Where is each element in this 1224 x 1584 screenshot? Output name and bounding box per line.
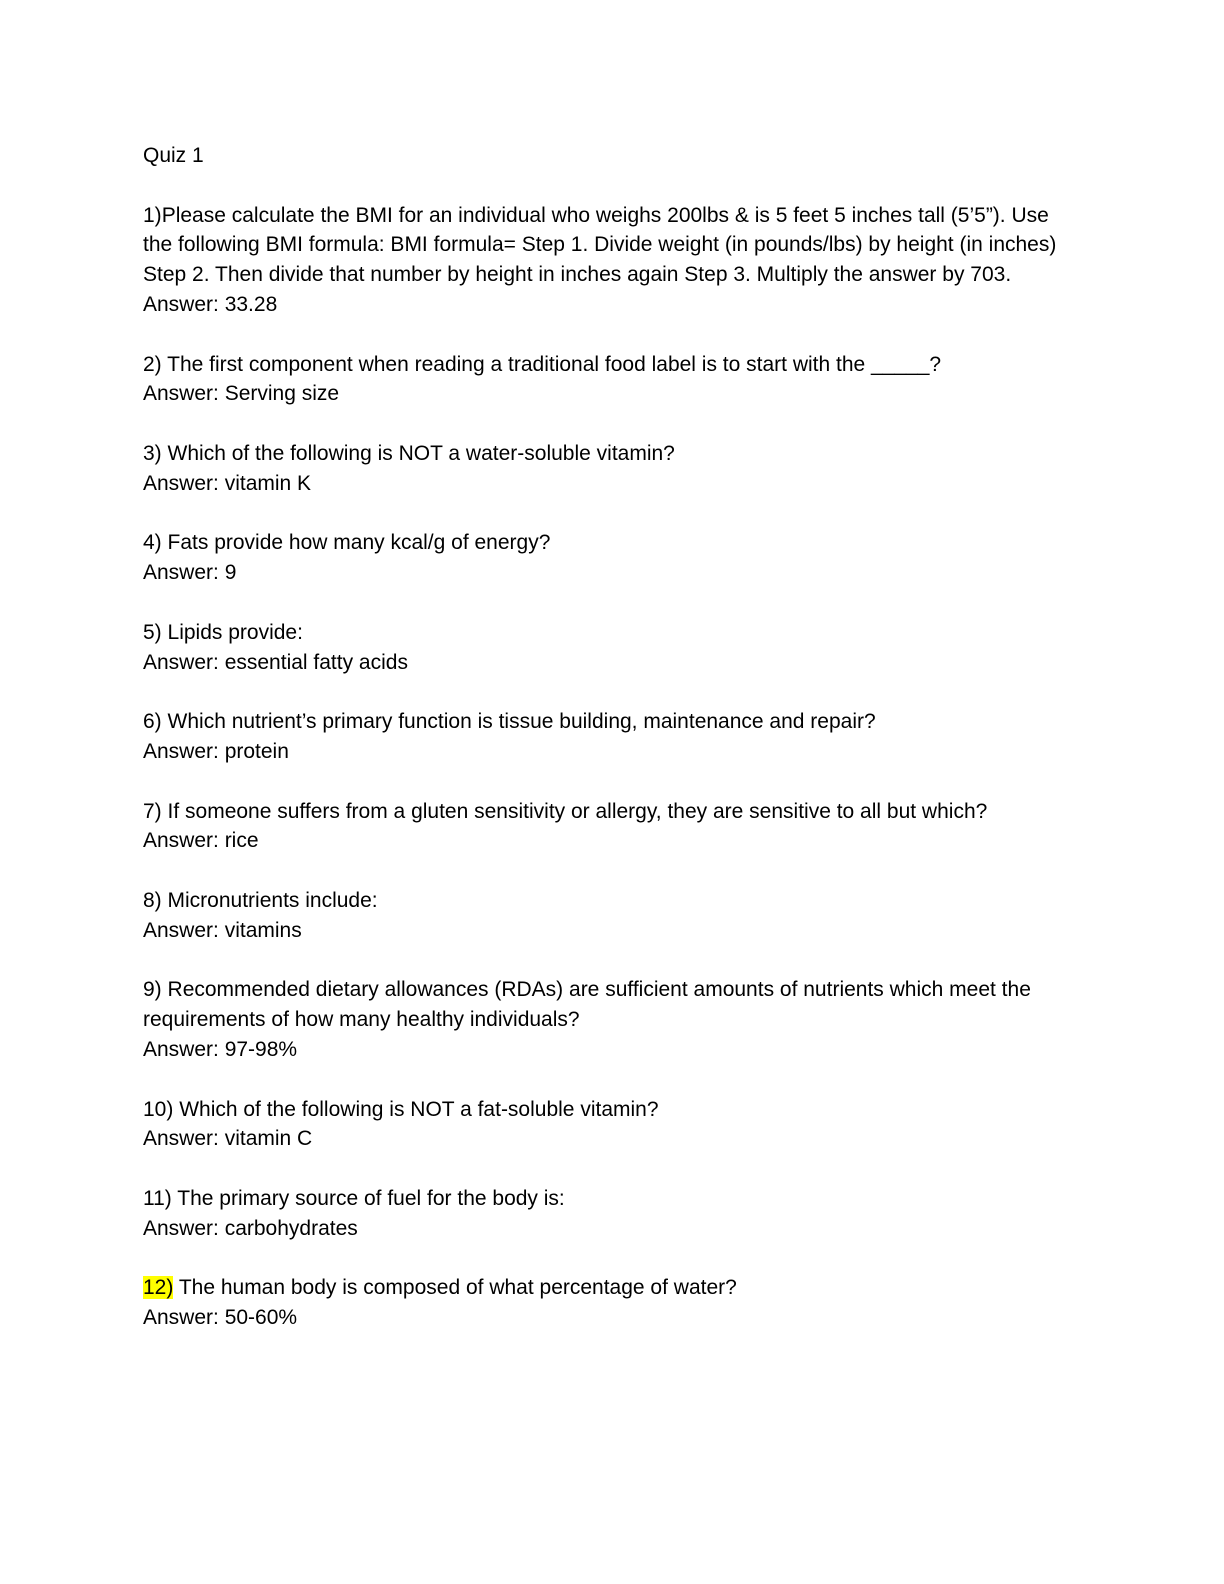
question-2 [143,350,1078,380]
question-1 [143,201,1078,290]
quiz-item-10 [143,1095,1078,1155]
question-number: 10) [143,1097,174,1121]
quiz-item-5 [143,618,1078,678]
question-number: 5) [143,620,162,644]
quiz-item-1 [143,201,1078,320]
answer-1: Answer: 33.28 [143,292,278,316]
question-text: Recommended dietary allowances (RDAs) are sufficient amounts of nutrients which meet the requirements of how many healthy individuals? [143,978,1031,1032]
question-number: 11) [143,1186,172,1210]
question-9 [143,975,1078,1035]
quiz-item-12 [143,1273,1078,1333]
question-text: Which of the following is NOT a water-soluble vitamin? [161,441,675,465]
answer-10: Answer: vitamin C [143,1127,313,1151]
quiz-item-11 [143,1184,1078,1244]
answer-4: Answer: 9 [143,561,237,585]
quiz-document [143,141,1078,1363]
question-text: Which of the following is NOT a fat-soluble vitamin? [173,1097,659,1121]
question-7 [143,797,1078,827]
question-6 [143,707,1078,737]
answer-2: Answer: Serving size [143,382,340,406]
answer-6: Answer: protein [143,739,289,763]
question-text: Which nutrient’s primary function is tissue building, maintenance and repair? [161,710,876,734]
question-number: 8) [143,888,162,912]
question-number: 7) [143,799,162,823]
answer-8: Answer: vitamins [143,918,302,942]
question-text: The first component when reading a traditional food label is to start with the _____? [161,352,942,376]
quiz-item-2 [143,350,1078,410]
question-number: 9) [143,978,162,1002]
quiz-item-4 [143,528,1078,588]
question-text: The primary source of fuel for the body is: [171,1186,565,1210]
answer-7: Answer: rice [143,829,259,853]
question-number: 3) [143,441,162,465]
question-11 [143,1184,1078,1214]
answer-5: Answer: essential fatty acids [143,650,408,674]
answer-11: Answer: carbohydrates [143,1216,358,1240]
question-text: If someone suffers from a gluten sensitivity or allergy, they are sensitive to all but which? [161,799,988,823]
answer-12: Answer: 50-60% [143,1306,298,1330]
document-title: Quiz 1 [143,144,204,167]
question-number: 4) [143,531,162,555]
quiz-item-9 [143,975,1078,1064]
question-8 [143,886,1078,916]
answer-3: Answer: vitamin K [143,471,312,495]
quiz-item-8 [143,886,1078,946]
quiz-item-7 [143,797,1078,857]
question-3 [143,439,1078,469]
answer-9: Answer: 97-98% [143,1037,298,1061]
question-number: 2) [143,352,162,376]
question-text: The human body is composed of what percentage of water? [173,1276,737,1300]
quiz-item-6 [143,707,1078,767]
question-text: Please calculate the BMI for an individual who weighs 200lbs & is 5 feet 5 inches tall (5’5”). Use the following BMI formula: BMI formula= Step 1. Divide weight (in pounds/lbs) by height (in inches) Step 2. Then divide that number by height in inches again Step 3. Multiply the answer by 703. [143,203,1057,287]
question-4 [143,528,1078,558]
question-5 [143,618,1078,648]
question-number: 1) [143,203,162,227]
question-10 [143,1095,1078,1125]
question-text: Micronutrients include: [161,888,378,912]
question-text: Fats provide how many kcal/g of energy? [161,531,551,555]
question-12 [143,1273,1078,1303]
quiz-item-3 [143,439,1078,499]
highlighted-question-number: 12) [143,1276,174,1300]
question-text: Lipids provide: [161,620,303,644]
question-number: 6) [143,710,162,734]
